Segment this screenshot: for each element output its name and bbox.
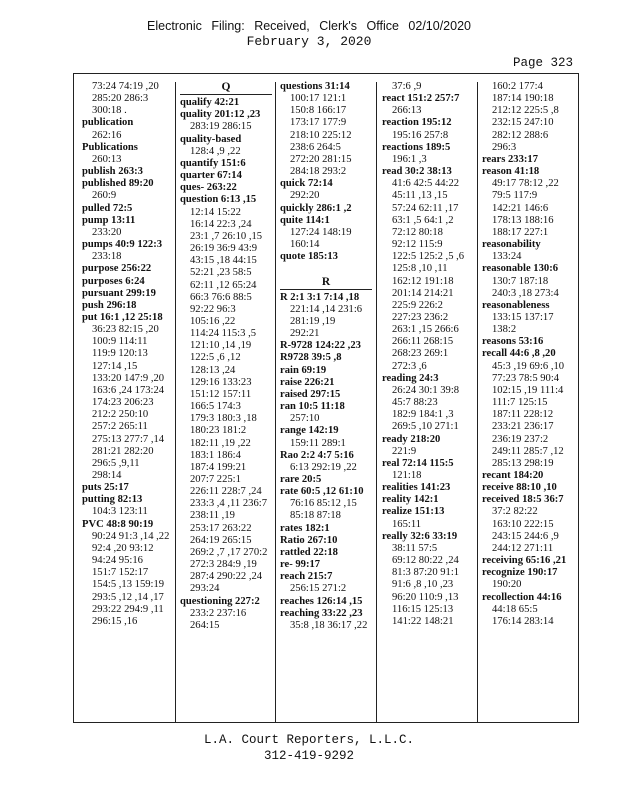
index-term: quality 201:12 ,23 bbox=[180, 109, 261, 121]
page-refs: 260:9 bbox=[92, 190, 117, 202]
index-term: pursuant 299:19 bbox=[82, 287, 156, 299]
index-column-2 bbox=[180, 81, 272, 632]
page-refs: 63:1 ,5 64:1 ,2 bbox=[392, 214, 454, 226]
page-refs: 62:11 ,12 65:24 bbox=[190, 279, 257, 291]
page-refs: 90:24 91:3 ,14 ,22 bbox=[92, 530, 170, 542]
index-term: ready 218:20 bbox=[382, 433, 441, 445]
page-refs: 129:16 133:23 bbox=[190, 376, 252, 388]
page-refs: 269:5 ,10 271:1 bbox=[392, 421, 459, 433]
page-refs: 207:7 225:1 bbox=[190, 474, 241, 485]
page-refs: 298:14 bbox=[92, 470, 122, 481]
index-term: published 89:20 bbox=[82, 178, 154, 190]
page-refs: 91:6 ,8 ,10 ,23 bbox=[392, 579, 454, 591]
page-number: Page 323 bbox=[512, 56, 573, 70]
index-term: reaches 126:14 ,15 bbox=[280, 595, 363, 607]
index-term: pulled 72:5 bbox=[82, 202, 133, 214]
page-refs: 296:5 ,9,11 bbox=[92, 457, 140, 469]
page-refs: 23:1 ,7 26:10 ,15 bbox=[190, 230, 263, 242]
index-term: questions 31:14 bbox=[280, 81, 350, 92]
page-refs: 178:13 188:16 bbox=[492, 214, 554, 226]
page-refs: 150:8 166:17 bbox=[290, 105, 347, 117]
index-term: rates 182:1 bbox=[280, 522, 330, 534]
index-term: re- 99:17 bbox=[280, 559, 321, 571]
page-refs: 160:2 177:4 bbox=[492, 81, 543, 92]
page-refs: 268:23 269:1 bbox=[392, 348, 449, 360]
index-term: quarter 67:14 bbox=[180, 170, 242, 182]
index-term: rain 69:19 bbox=[280, 364, 327, 376]
page-refs: 293:5 ,12 ,14 ,17 bbox=[92, 591, 164, 603]
page-refs: 195:16 257:8 bbox=[392, 129, 449, 141]
page-refs: 133:20 147:9 ,20 bbox=[92, 372, 165, 384]
index-term: rare 20:5 bbox=[280, 474, 322, 485]
page-refs: 173:17 177:9 bbox=[290, 117, 347, 129]
page-refs: 16:14 22:3 ,24 bbox=[190, 218, 252, 230]
page-refs: 154:5 ,13 159:19 bbox=[92, 579, 165, 591]
page-refs: 243:15 244:6 ,9 bbox=[492, 530, 559, 542]
page-refs: 300:18 . bbox=[92, 105, 127, 117]
page-refs: 282:12 288:6 bbox=[492, 129, 549, 141]
reporter-name: L.A. Court Reporters, L.L.C. bbox=[203, 733, 415, 747]
page-refs: 133:24 bbox=[492, 251, 522, 263]
index-term: realities 141:23 bbox=[382, 482, 451, 494]
index-term: recant 184:20 bbox=[482, 470, 544, 481]
filing-header: Electronic Filing: Received, Clerk's Office 02/10/2020 bbox=[147, 19, 471, 33]
page-refs: 179:3 180:3 ,18 bbox=[190, 413, 257, 425]
index-term: reasons 53:16 bbox=[482, 336, 544, 348]
page-refs: 275:13 277:7 ,14 bbox=[92, 433, 165, 445]
index-term: pumps 40:9 122:3 bbox=[82, 239, 163, 251]
page-refs: 253:17 263:22 bbox=[190, 522, 252, 534]
index-term: ques- 263:22 bbox=[180, 182, 237, 194]
column-divider bbox=[376, 82, 377, 722]
page-refs: 281:19 ,19 bbox=[290, 315, 336, 327]
page-refs: 49:17 78:12 ,22 bbox=[492, 178, 559, 190]
page-refs: 26:24 30:1 39:8 bbox=[392, 384, 460, 396]
column-divider bbox=[275, 82, 276, 722]
page-refs: 266:11 268:15 bbox=[392, 336, 454, 348]
index-term: rate 60:5 ,12 61:10 bbox=[280, 486, 364, 498]
page-refs: 130:7 187:18 bbox=[492, 275, 549, 287]
page-refs: 293:24 bbox=[190, 583, 220, 595]
page-refs: 272:20 281:15 bbox=[290, 153, 352, 165]
page-refs: 36:23 82:15 ,20 bbox=[92, 324, 159, 336]
section-letter: Q bbox=[180, 81, 272, 95]
page-refs: 201:14 214:21 bbox=[392, 287, 454, 299]
page-refs: 232:15 247:10 bbox=[492, 117, 554, 129]
page-refs: 163:6 ,24 173:24 bbox=[92, 384, 165, 396]
index-term: rears 233:17 bbox=[482, 153, 538, 165]
index-term: push 296:18 bbox=[82, 299, 137, 311]
index-term: quite 114:1 bbox=[280, 214, 330, 226]
index-term: pump 13:11 bbox=[82, 214, 136, 226]
page-refs: 163:10 222:15 bbox=[492, 518, 554, 530]
page-refs: 142:21 146:6 bbox=[492, 202, 549, 214]
page-refs: 296:15 ,16 bbox=[92, 615, 138, 627]
index-term: reason 41:18 bbox=[482, 166, 540, 178]
page-refs: 127:14 ,15 bbox=[92, 360, 138, 372]
page-refs: 284:18 293:2 bbox=[290, 166, 347, 178]
page-refs: 233:20 bbox=[92, 226, 122, 238]
page-refs: 128:13 ,24 bbox=[190, 364, 236, 376]
index-term: received 18:5 36:7 bbox=[482, 494, 564, 506]
page-refs: 233:18 bbox=[92, 251, 122, 263]
page-refs: 257:2 265:11 bbox=[92, 421, 148, 433]
index-column-4 bbox=[382, 81, 474, 628]
page-refs: 127:24 148:19 bbox=[290, 226, 352, 238]
index-term: react 151:2 257:7 bbox=[382, 93, 460, 105]
index-term: ran 10:5 11:18 bbox=[280, 401, 345, 413]
page-refs: 45:3 ,19 69:6 ,10 bbox=[492, 360, 565, 372]
index-term: R 2:1 3:1 7:14 ,18 bbox=[280, 291, 360, 303]
page-refs: 249:11 285:7 ,12 bbox=[492, 445, 564, 457]
page-refs: 180:23 181:2 bbox=[190, 425, 247, 437]
page-refs: 6:13 292:19 ,22 bbox=[290, 461, 357, 473]
index-term: puts 25:17 bbox=[82, 482, 129, 494]
index-term: recall 44:6 ,8 ,20 bbox=[482, 348, 556, 360]
page-refs: 66:3 76:6 88:5 bbox=[190, 291, 252, 303]
index-term: PVC 48:8 90:19 bbox=[82, 518, 154, 530]
page-refs: 81:3 87:20 91:1 bbox=[392, 567, 460, 579]
column-divider bbox=[175, 82, 176, 722]
index-term: rattled 22:18 bbox=[280, 546, 338, 558]
index-term: reasonability bbox=[482, 239, 541, 251]
page-refs: 262:16 bbox=[92, 129, 122, 141]
index-term: really 32:6 33:19 bbox=[382, 530, 458, 542]
index-term: R-9728 124:22 ,23 bbox=[280, 340, 361, 352]
index-term: publish 263:3 bbox=[82, 166, 143, 178]
index-term: reasonableness bbox=[482, 299, 550, 311]
page-refs: 122:5 125:2 ,5 ,6 bbox=[392, 251, 465, 263]
index-term: real 72:14 115:5 bbox=[382, 457, 454, 469]
index-term: Ratio 267:10 bbox=[280, 534, 338, 546]
page-refs: 263:1 ,15 266:6 bbox=[392, 324, 459, 336]
page-refs: 77:23 78:5 90:4 bbox=[492, 372, 560, 384]
page-refs: 35:8 ,18 36:17 ,22 bbox=[290, 619, 368, 631]
index-term: reach 215:7 bbox=[280, 571, 333, 583]
page-refs: 238:11 ,19 bbox=[190, 510, 235, 522]
page-refs: 151:12 157:11 bbox=[190, 388, 252, 400]
page-refs: 240:3 ,18 273:4 bbox=[492, 287, 559, 299]
page-refs: 159:11 289:1 bbox=[290, 437, 346, 449]
index-term: read 30:2 38:13 bbox=[382, 166, 452, 178]
index-term: put 16:1 ,12 25:18 bbox=[82, 311, 163, 323]
index-term: reality 142:1 bbox=[382, 494, 439, 506]
page-refs: 233:2 237:16 bbox=[190, 607, 247, 619]
page-refs: 272:3 284:9 ,19 bbox=[190, 559, 257, 571]
reporter-phone: 312-419-9292 bbox=[263, 749, 354, 763]
page-refs: 57:24 62:11 ,17 bbox=[392, 202, 459, 214]
page-refs: 212:2 250:10 bbox=[92, 409, 149, 421]
page-refs: 183:1 186:4 bbox=[190, 449, 241, 461]
page-refs: 174:23 206:23 bbox=[92, 397, 154, 409]
page-refs: 244:12 271:11 bbox=[492, 542, 554, 554]
page-refs: 196:1 ,3 bbox=[392, 153, 427, 165]
page-refs: 141:22 148:21 bbox=[392, 615, 454, 627]
page-refs: 293:22 294:9 ,11 bbox=[92, 603, 164, 615]
index-term: realize 151:13 bbox=[382, 506, 445, 518]
page-refs: 133:15 137:17 bbox=[492, 311, 554, 323]
page-refs: 12:14 15:22 bbox=[190, 206, 241, 218]
index-term: reasonable 130:6 bbox=[482, 263, 559, 275]
page-refs: 269:2 ,7 ,17 270:2 bbox=[190, 546, 268, 558]
page-refs: 45:11 ,13 ,15 bbox=[392, 190, 448, 202]
page-refs: 92:22 96:3 bbox=[190, 303, 236, 315]
index-term: reaching 33:22 ,23 bbox=[280, 607, 363, 619]
page-refs: 257:10 bbox=[290, 413, 320, 425]
index-term: quote 185:13 bbox=[280, 251, 338, 263]
page-refs: 119:9 120:13 bbox=[92, 348, 148, 360]
page-refs: 52:21 ,23 58:5 bbox=[190, 267, 252, 279]
page-refs: 73:24 74:19 ,20 bbox=[92, 81, 159, 92]
index-term: recognize 190:17 bbox=[482, 567, 558, 579]
index-term: quickly 286:1 ,2 bbox=[280, 202, 352, 214]
index-term: putting 82:13 bbox=[82, 494, 143, 506]
page-refs: 165:11 bbox=[392, 518, 422, 530]
index-term: receiving 65:16 ,21 bbox=[482, 555, 567, 567]
index-term: recollection 44:16 bbox=[482, 591, 562, 603]
page-refs: 236:19 237:2 bbox=[492, 433, 549, 445]
page-refs: 292:21 bbox=[290, 328, 320, 340]
page-refs: 166:5 174:3 bbox=[190, 401, 241, 413]
index-term: receive 88:10 ,10 bbox=[482, 482, 557, 494]
page-refs: 76:16 85:12 ,15 bbox=[290, 498, 357, 510]
page-refs: 264:19 265:15 bbox=[190, 534, 252, 546]
page-refs: 38:11 57:5 bbox=[392, 542, 438, 554]
index-column-5 bbox=[482, 81, 574, 628]
page-refs: 225:9 226:2 bbox=[392, 299, 443, 311]
page-refs: 187:11 228:12 bbox=[492, 409, 554, 421]
page-refs: 285:20 286:3 bbox=[92, 93, 149, 105]
page-refs: 121:10 ,14 ,19 bbox=[190, 340, 252, 352]
page-refs: 72:12 80:18 bbox=[392, 226, 443, 238]
page-refs: 226:11 228:7 ,24 bbox=[190, 486, 262, 498]
page-refs: 138:2 bbox=[492, 324, 517, 336]
page-refs: 92:12 115:9 bbox=[392, 239, 443, 251]
index-term: range 142:19 bbox=[280, 425, 339, 437]
page-refs: 26:19 36:9 43:9 bbox=[190, 243, 258, 255]
page-refs: 221:14 ,14 231:6 bbox=[290, 303, 363, 315]
page-refs: 44:18 65:5 bbox=[492, 603, 538, 615]
page-refs: 128:4 ,9 ,22 bbox=[190, 145, 241, 157]
page-refs: 162:12 191:18 bbox=[392, 275, 454, 287]
page-refs: 272:3 ,6 bbox=[392, 360, 427, 372]
index-frame bbox=[73, 73, 579, 723]
page-refs: 85:18 87:18 bbox=[290, 510, 341, 522]
index-term: questioning 227:2 bbox=[180, 595, 260, 607]
page-refs: 238:6 264:5 bbox=[290, 141, 341, 153]
page-refs: 260:13 bbox=[92, 153, 122, 165]
index-term: quick 72:14 bbox=[280, 178, 333, 190]
page-refs: 41:6 42:5 44:22 bbox=[392, 178, 460, 190]
index-term: quantify 151:6 bbox=[180, 157, 246, 169]
page-refs: 266:13 bbox=[392, 105, 422, 117]
page-refs: 182:9 184:1 ,3 bbox=[392, 409, 454, 421]
index-term: purposes 6:24 bbox=[82, 275, 145, 287]
page-refs: 104:3 123:11 bbox=[92, 506, 148, 518]
page-refs: 283:19 286:15 bbox=[190, 121, 252, 133]
index-term: question 6:13 ,15 bbox=[180, 194, 257, 206]
page-refs: 233:3 ,4 ,11 236:7 bbox=[190, 498, 268, 510]
hearing-date: February 3, 2020 bbox=[246, 34, 372, 49]
page-refs: 37:6 ,9 bbox=[392, 81, 422, 92]
index-term: raised 297:15 bbox=[280, 388, 341, 400]
index-term: qualify 42:21 bbox=[180, 97, 240, 109]
page-refs: 96:20 110:9 ,13 bbox=[392, 591, 459, 603]
page-refs: 176:14 283:14 bbox=[492, 615, 554, 627]
page-refs: 218:10 225:12 bbox=[290, 129, 352, 141]
page-refs: 190:20 bbox=[492, 579, 522, 591]
page-refs: 37:2 82:22 bbox=[492, 506, 538, 518]
page-refs: 92:4 ,20 93:12 bbox=[92, 542, 154, 554]
page-refs: 212:12 225:5 ,8 bbox=[492, 105, 559, 117]
page-refs: 122:5 ,6 ,12 bbox=[190, 352, 241, 364]
page-refs: 69:12 80:22 ,24 bbox=[392, 555, 459, 567]
page-refs: 151:7 152:17 bbox=[92, 567, 149, 579]
index-term: Publications bbox=[82, 141, 138, 153]
page-refs: 296:3 bbox=[492, 141, 517, 153]
index-term: publication bbox=[82, 117, 134, 129]
index-term: R9728 39:5 ,8 bbox=[280, 352, 342, 364]
index-column-3 bbox=[280, 81, 372, 632]
page-refs: 94:24 95:16 bbox=[92, 555, 143, 567]
page-refs: 256:15 271:2 bbox=[290, 583, 347, 595]
page-refs: 160:14 bbox=[290, 239, 320, 251]
page-refs: 100:9 114:11 bbox=[92, 336, 148, 348]
index-term: reaction 195:12 bbox=[382, 117, 452, 129]
page-refs: 114:24 115:3 ,5 bbox=[190, 328, 257, 340]
page-refs: 121:18 bbox=[392, 470, 422, 481]
page-refs: 187:4 199:21 bbox=[190, 461, 247, 473]
page-refs: 125:8 ,10 ,11 bbox=[392, 263, 448, 275]
page-refs: 227:23 236:2 bbox=[392, 311, 449, 323]
page-refs: 111:7 125:15 bbox=[492, 397, 548, 409]
page-refs: 43:15 ,18 44:15 bbox=[190, 255, 257, 267]
index-term: raise 226:21 bbox=[280, 376, 335, 388]
page-refs: 45:7 88:23 bbox=[392, 397, 438, 409]
index-term: reactions 189:5 bbox=[382, 141, 451, 153]
index-term: Rao 2:2 4:7 5:16 bbox=[280, 449, 354, 461]
page-refs: 100:17 121:1 bbox=[290, 93, 347, 105]
page-refs: 233:21 236:17 bbox=[492, 421, 554, 433]
page-refs: 188:17 227:1 bbox=[492, 226, 549, 238]
index-term: quality-based bbox=[180, 133, 242, 145]
index-term: reading 24:3 bbox=[382, 372, 439, 384]
page-refs: 102:15 ,19 111:4 bbox=[492, 384, 564, 396]
spacer bbox=[280, 263, 372, 275]
page-refs: 182:11 ,19 ,22 bbox=[190, 437, 251, 449]
page-refs: 292:20 bbox=[290, 190, 320, 202]
page-refs: 116:15 125:13 bbox=[392, 603, 454, 615]
page-refs: 285:13 298:19 bbox=[492, 457, 554, 469]
page-refs: 221:9 bbox=[392, 445, 417, 457]
page-refs: 79:5 117:9 bbox=[492, 190, 538, 202]
column-divider bbox=[477, 82, 478, 722]
page-refs: 281:21 282:20 bbox=[92, 445, 154, 457]
section-letter: R bbox=[280, 276, 372, 290]
page-refs: 287:4 290:22 ,24 bbox=[190, 571, 263, 583]
page-refs: 105:16 ,22 bbox=[190, 315, 236, 327]
page-refs: 264:15 bbox=[190, 619, 220, 631]
index-term: purpose 256:22 bbox=[82, 263, 152, 275]
index-column-1 bbox=[82, 81, 174, 628]
page-refs: 187:14 190:18 bbox=[492, 93, 554, 105]
